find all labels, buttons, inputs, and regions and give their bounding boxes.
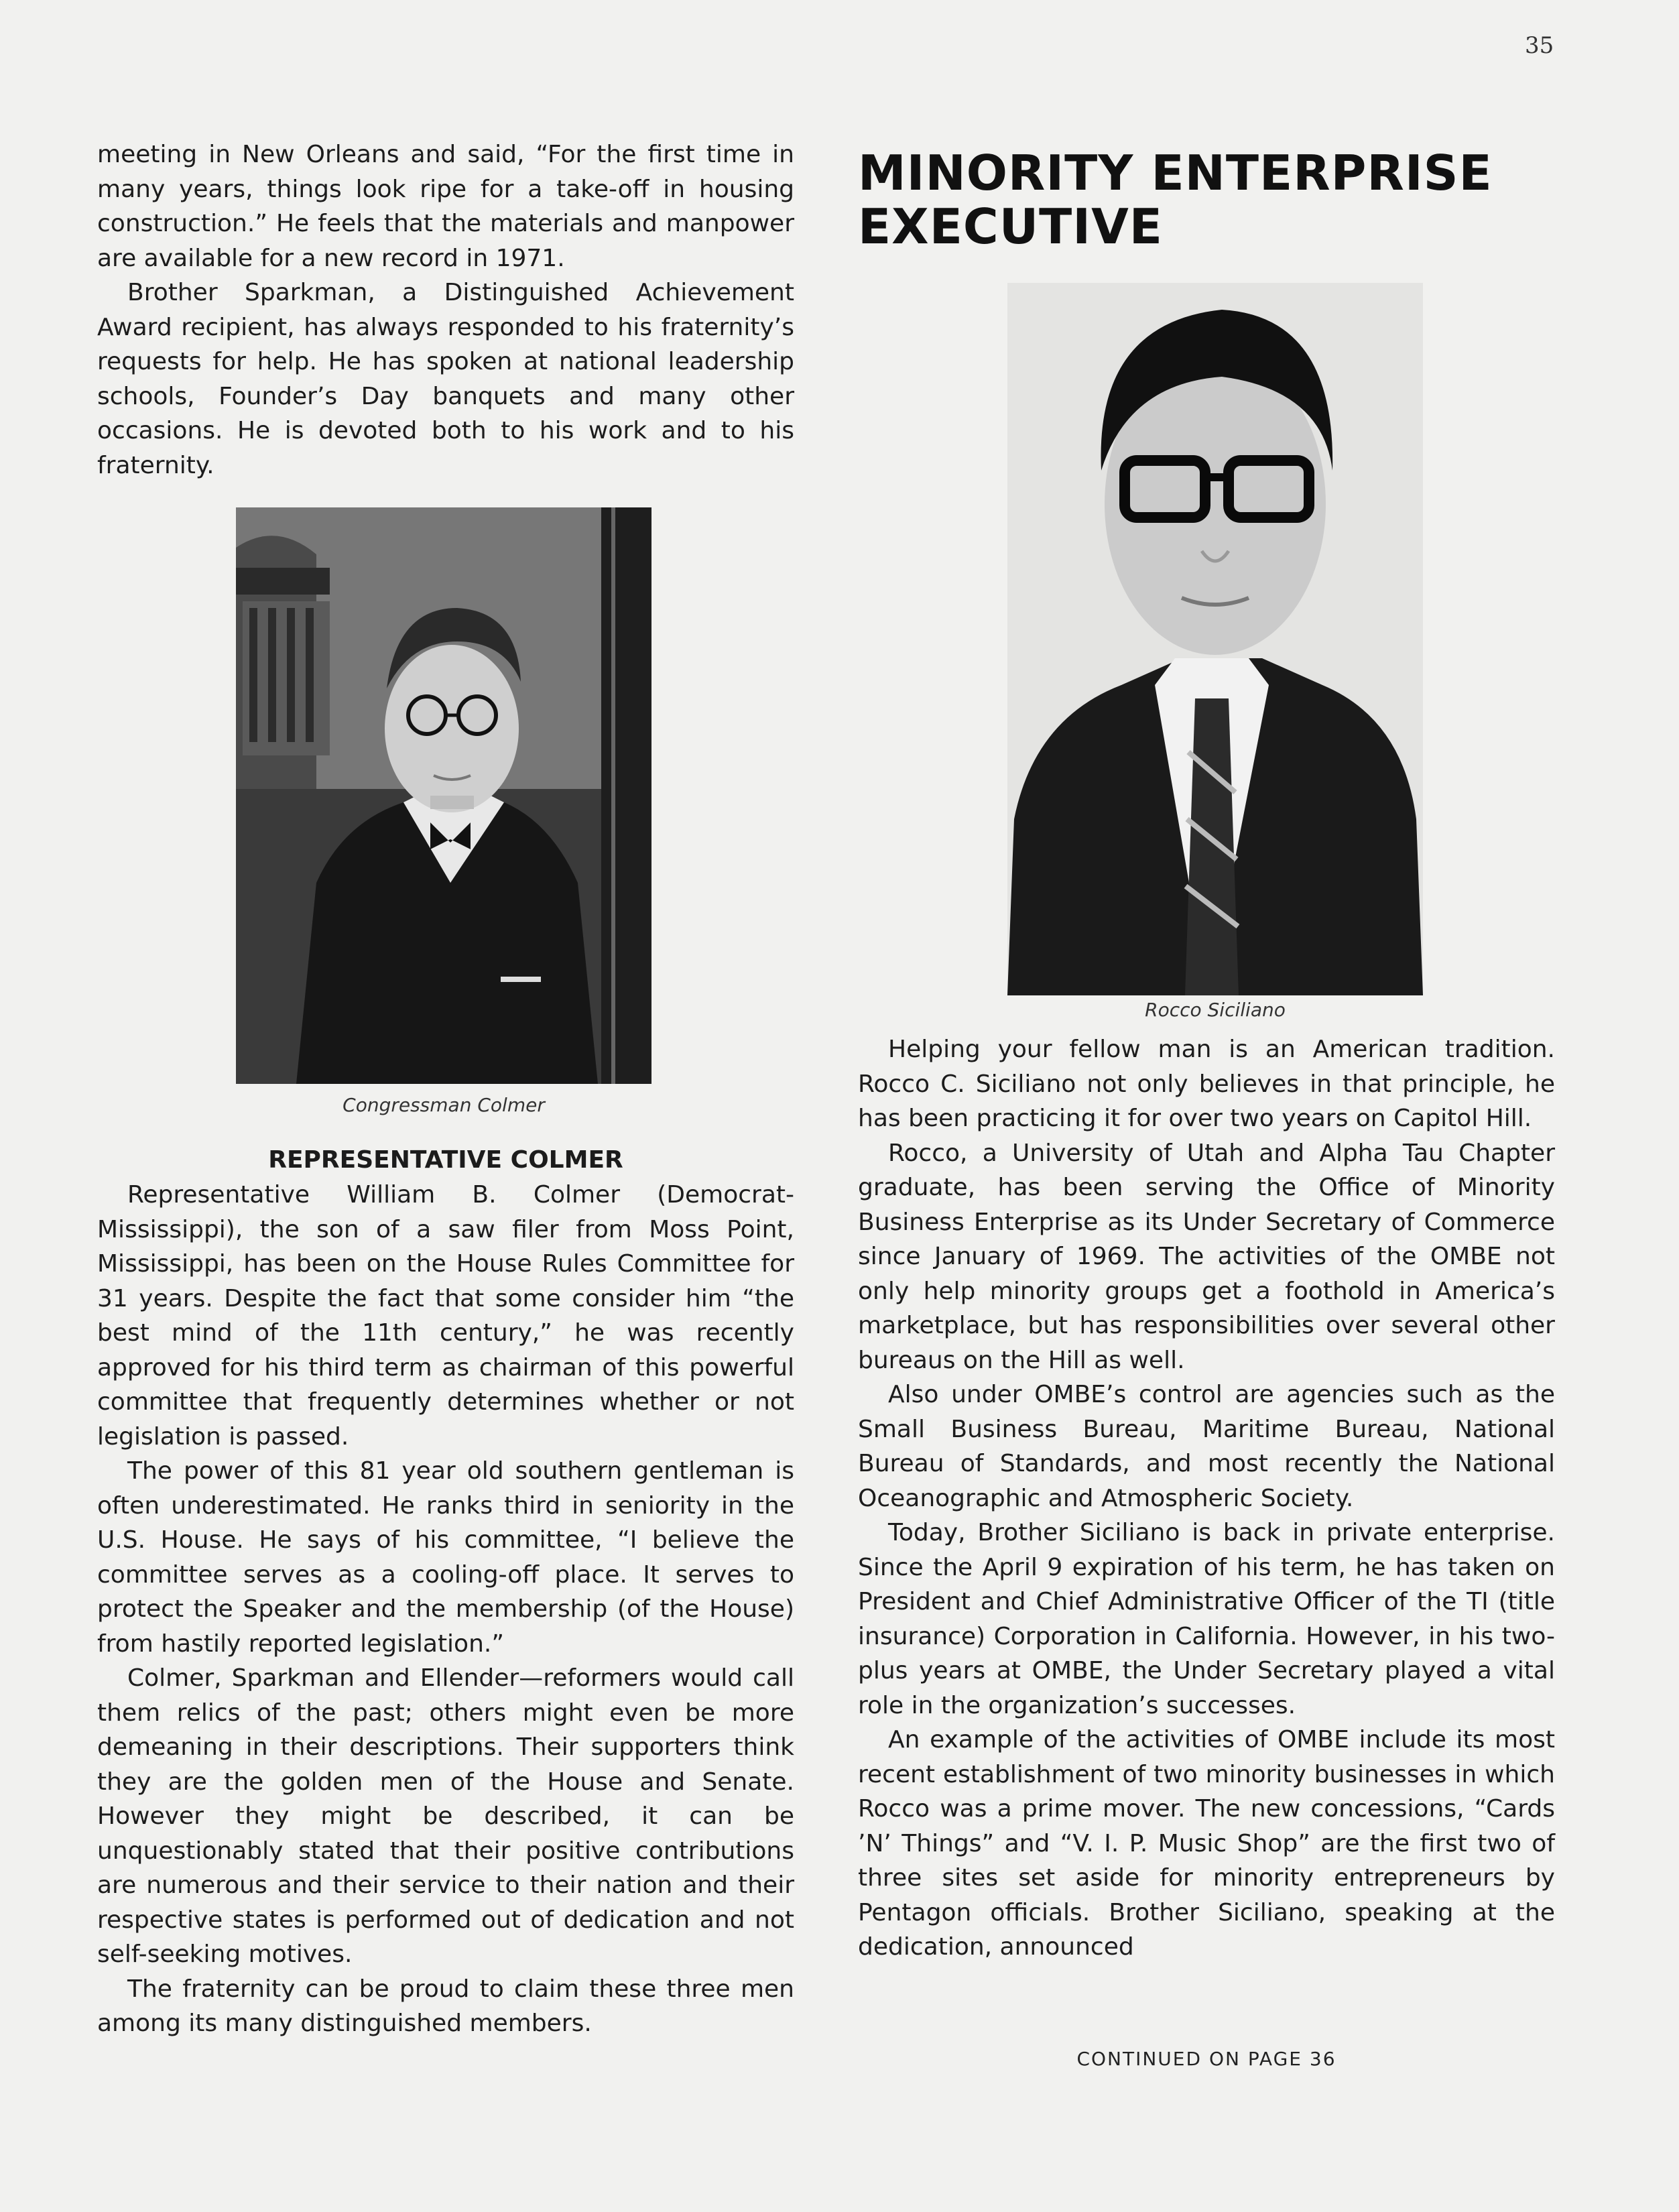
headline-block: [858, 146, 1555, 253]
photo-caption: Rocco Siciliano: [1145, 999, 1286, 1021]
article-paragraph: Brother Sparkman, a Distinguished Achievement Award recipient, has always responded to his fraternity’s requests for help. He has spoken at national leadership schools, Founder’s Day banquets and many other occasions. He is devoted both to his work and to his fraternity.: [97, 279, 794, 479]
article-paragraph: Helping your fellow man is an American tradition. Rocco C. Siciliano not only believes in that principle, he has been practicing it for over two years on Capitol Hill.: [858, 1036, 1555, 1132]
page-number: 35: [1525, 32, 1554, 59]
siciliano-article: [858, 1032, 1555, 1965]
article-paragraph: Today, Brother Siciliano is back in private enterprise. Since the April 9 expiration of his term, he has taken on President and Chief Administrative Officer of the TI (title insurance) Corporation in California. However, in his two-plus years at OMBE, the Under Secretary played a vital role in the organization’s successes.: [858, 1519, 1555, 1719]
article-paragraph: Also under OMBE’s control are agencies such as the Small Business Bureau, Maritime Bureau, National Bureau of Standards, and most recently the National Oceanographic and Atmospheric Society.: [858, 1381, 1555, 1512]
article-paragraph: meeting in New Orleans and said, “For the first time in many years, things look ripe for a take-off in housing construction.” He feels that the materials and manpower are available for a new record in 1971.: [97, 141, 794, 272]
article-paragraph: Representative William B. Colmer (Democrat-Mississippi), the son of a saw filer from Moss Point, Mississippi, has been on the House Rules Committee for 31 years. Despite the fact that some consider him “the best mind of the 11th century,” he was recently approved for his third term as chairman of this powerful committee that frequently determines whether or not legislation is passed.: [97, 1181, 794, 1451]
colmer-caption-block: [236, 1094, 651, 1116]
article-paragraph: The power of this 81 year old southern gentleman is often underestimated. He ranks third in seniority in the U.S. House. He says of his committee, “I believe the committee serves as a cooling-off place. It serves to protect the Speaker and the membership (of the House) from hastily reported legislation.”: [97, 1457, 794, 1658]
left-column: [97, 137, 794, 483]
article-paragraph: The fraternity can be proud to claim these three men among its many distinguished members.: [97, 1975, 794, 2037]
article-paragraph: An example of the activities of OMBE include its most recent establishment of two minority businesses in which Rocco was a prime mover. The new concessions, “Cards ’N’ Things” and “V. I. P. Music Shop” are the first two of three sites set aside for minority entrepreneurs by Pentagon officials. Brother Siciliano, speaking at the dedication, announced: [858, 1726, 1555, 1961]
siciliano-caption-block: [1007, 999, 1423, 1021]
siciliano-photo: [1007, 283, 1423, 995]
article-paragraph: Rocco, a University of Utah and Alpha Tau Chapter graduate, has been serving the Office of Minority Business Enterprise as its Under Secretary of Commerce since January of 1969. The activities of the OMBE not only help minority groups get a foothold in America’s marketplace, but has responsibilities over several other bureaus on the Hill as well.: [858, 1139, 1555, 1374]
continued-notice[interactable]: CONTINUED ON PAGE 36: [1076, 2048, 1336, 2070]
article-headline: MINORITY ENTERPRISE EXECUTIVE: [858, 145, 1493, 255]
article-paragraph: Colmer, Sparkman and Ellender—reformers would call them relics of the past; others might even be more demeaning in their descriptions. Their supporters think they are the golden men of the House and Senate. However they might be described, it can be unquestionably stated that their positive contributions are numerous and their service to their nation and their respective states is performed out of dedication and not self-seeking motives.: [97, 1664, 794, 1968]
section-heading: REPRESENTATIVE COLMER: [268, 1146, 623, 1174]
colmer-section: [97, 1143, 794, 2041]
photo-caption: Congressman Colmer: [343, 1094, 545, 1116]
colmer-photo: [236, 507, 651, 1084]
